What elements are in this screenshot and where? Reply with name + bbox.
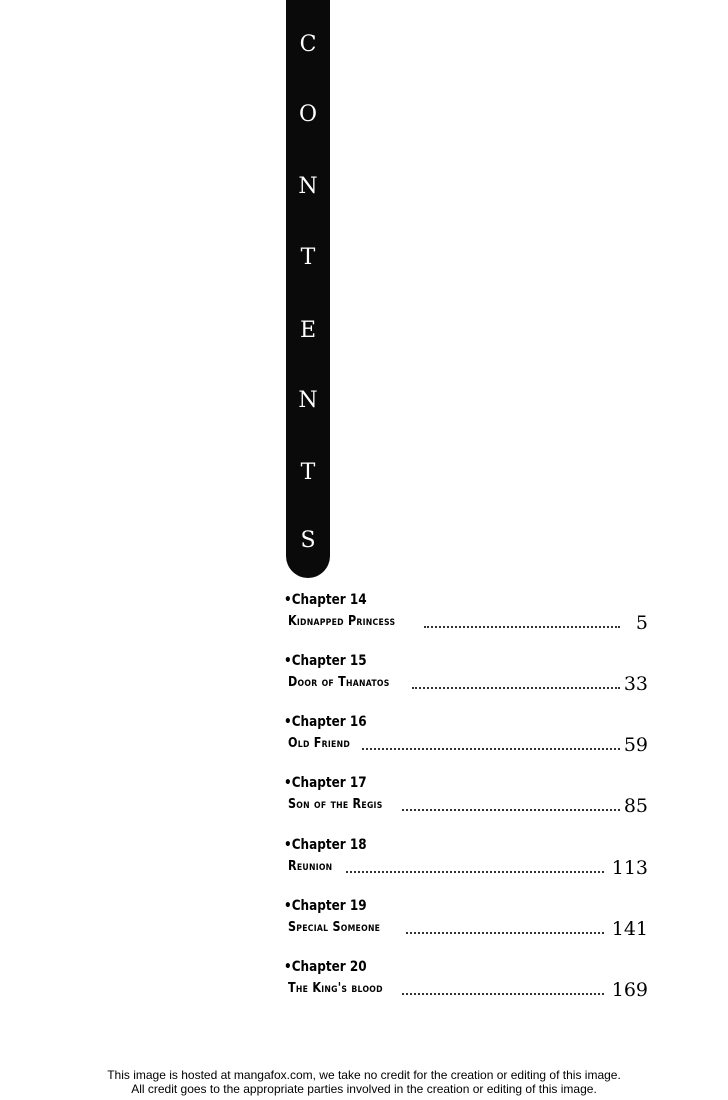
dot-leader	[402, 993, 604, 995]
chapter-number: •Chapter 14	[284, 592, 367, 608]
page-number: 113	[611, 857, 648, 879]
contents-letter: T	[300, 245, 316, 270]
dot-leader	[346, 871, 604, 873]
chapter-title: Son of the Regis	[288, 797, 383, 812]
page-number: 141	[611, 918, 648, 940]
chapter-number: •Chapter 15	[284, 653, 367, 669]
page-number: 169	[611, 979, 648, 1001]
hosting-credit-notice	[0, 1068, 728, 1096]
dot-leader	[412, 687, 620, 689]
contents-letter: O	[298, 102, 318, 127]
contents-letter: C	[299, 32, 317, 57]
chapter-title: The King's blood	[288, 981, 383, 996]
contents-letter: T	[300, 460, 316, 485]
page-number: 5	[635, 612, 648, 634]
credit-line-2: All credit goes to the appropriate parties involved in the creation or editing of this image.	[131, 1082, 597, 1096]
chapter-title: Kidnapped Princess	[288, 614, 396, 629]
chapter-title: Old Friend	[288, 736, 351, 751]
chapter-title: Door of Thanatos	[288, 675, 390, 690]
page-number: 33	[623, 673, 648, 695]
chapter-number: •Chapter 20	[284, 959, 367, 975]
toc-entry[interactable]	[284, 592, 654, 642]
chapter-number: •Chapter 17	[284, 775, 367, 791]
chapter-title: Reunion	[288, 859, 333, 874]
dot-leader	[424, 626, 620, 628]
contents-letter: S	[300, 528, 316, 553]
toc-entry[interactable]	[284, 775, 654, 825]
chapter-title: Special Someone	[288, 920, 381, 935]
dot-leader	[406, 932, 604, 934]
contents-letter: N	[298, 174, 318, 199]
page-number: 85	[623, 795, 648, 817]
dot-leader	[362, 748, 620, 750]
toc-entry[interactable]	[284, 898, 654, 948]
toc-entry[interactable]	[284, 714, 654, 764]
toc-entry[interactable]	[284, 653, 654, 703]
toc-entry[interactable]	[284, 959, 654, 1009]
page-number: 59	[623, 734, 648, 756]
contents-letter: E	[299, 318, 317, 343]
contents-letter: N	[298, 388, 318, 413]
chapter-number: •Chapter 19	[284, 898, 367, 914]
chapter-number: •Chapter 16	[284, 714, 367, 730]
toc-entry[interactable]	[284, 837, 654, 887]
chapter-number: •Chapter 18	[284, 837, 367, 853]
dot-leader	[402, 809, 620, 811]
credit-line-1: This image is hosted at mangafox.com, we take no credit for the creation or editing of this image.	[107, 1068, 621, 1082]
